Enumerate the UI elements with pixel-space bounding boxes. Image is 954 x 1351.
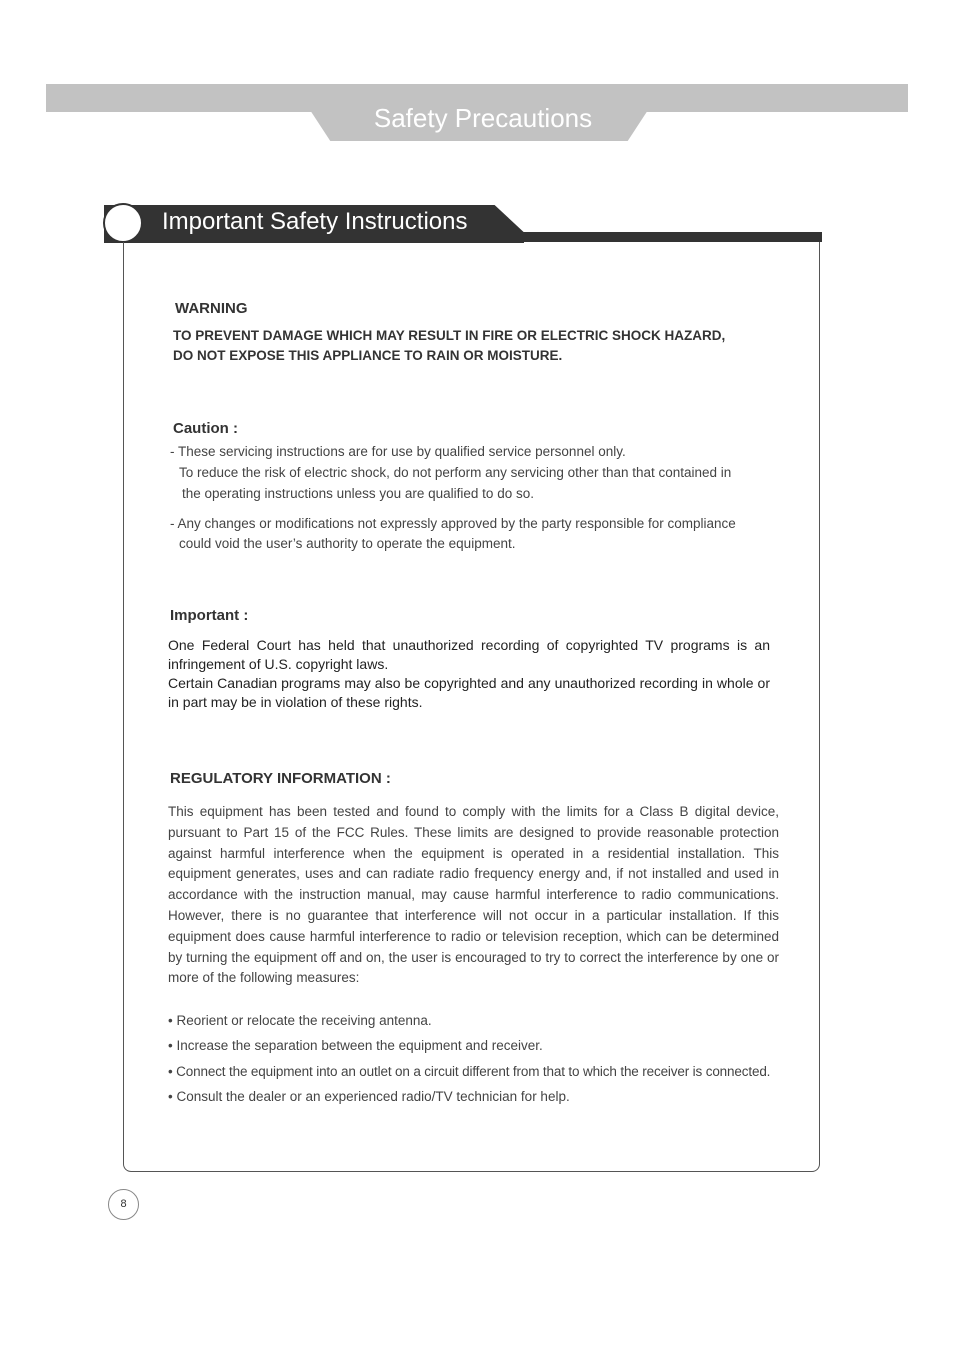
page-number: 8 [108,1189,139,1220]
regulatory-bullet: • Consult the dealer or an experienced radio/TV technician for help. [168,1089,570,1104]
regulatory-bullet: • Reorient or relocate the receiving antenna. [168,1013,432,1028]
caution-item-1-line-3: the operating instructions unless you are qualified to do so. [182,486,534,501]
warning-line-1: TO PREVENT DAMAGE WHICH MAY RESULT IN FIRE OR ELECTRIC SHOCK HAZARD, [173,328,726,343]
page-title: Safety Precautions [373,103,593,133]
caution-item-2-line-2: could void the user’s authority to operate the equipment. [179,536,516,551]
important-paragraph-2: Certain Canadian programs may also be copyrighted and any unauthorized recording in whole or in part may be in violation of these rights. [168,675,770,710]
regulatory-bullet: • Increase the separation between the equipment and receiver. [168,1038,543,1053]
section-rule [510,232,822,242]
section-title: Important Safety Instructions [162,208,468,235]
caution-item-1-line-2: To reduce the risk of electric shock, do not perform any servicing other than that contained in [179,465,732,480]
warning-line-2: DO NOT EXPOSE THIS APPLIANCE TO RAIN OR MOISTURE. [173,348,563,363]
section-circle-icon [103,203,143,243]
regulatory-bullet: • Connect the equipment into an outlet on a circuit different from that to which the receiver is connected. [168,1064,771,1079]
caution-item-1-line-1: - These servicing instructions are for use by qualified service personnel only. [170,444,626,459]
important-heading: Important : [170,607,249,624]
regulatory-heading: REGULATORY INFORMATION : [170,770,391,787]
regulatory-body: This equipment has been tested and found to comply with the limits for a Class B digital device, pursuant to Part 15 of the FCC Rules. These limits are designed to provide reasonable protection against harmful interference when the equipment is operated in a residential installation. This equipment generates, uses and can radiate radio frequency energy and, if not installed and used in accordance with the instruction manual, may cause harmful interference to radio communications. However, there is no guarantee that interference will not occur in a particular installation. If this equipment does cause harmful interference to radio or television reception, which can be determined by turning the equipment off and on, the user is encouraged to try to correct the interference by one or more of the following measures: [168,804,779,986]
caution-item-2-line-1: - Any changes or modifications not expressly approved by the party responsible for compliance [170,516,736,531]
warning-heading: WARNING [175,300,248,317]
caution-heading: Caution : [173,420,238,437]
important-paragraph-1: One Federal Court has held that unauthorized recording of copyrighted TV programs is an infringement of U.S. copyright laws. [168,637,770,672]
